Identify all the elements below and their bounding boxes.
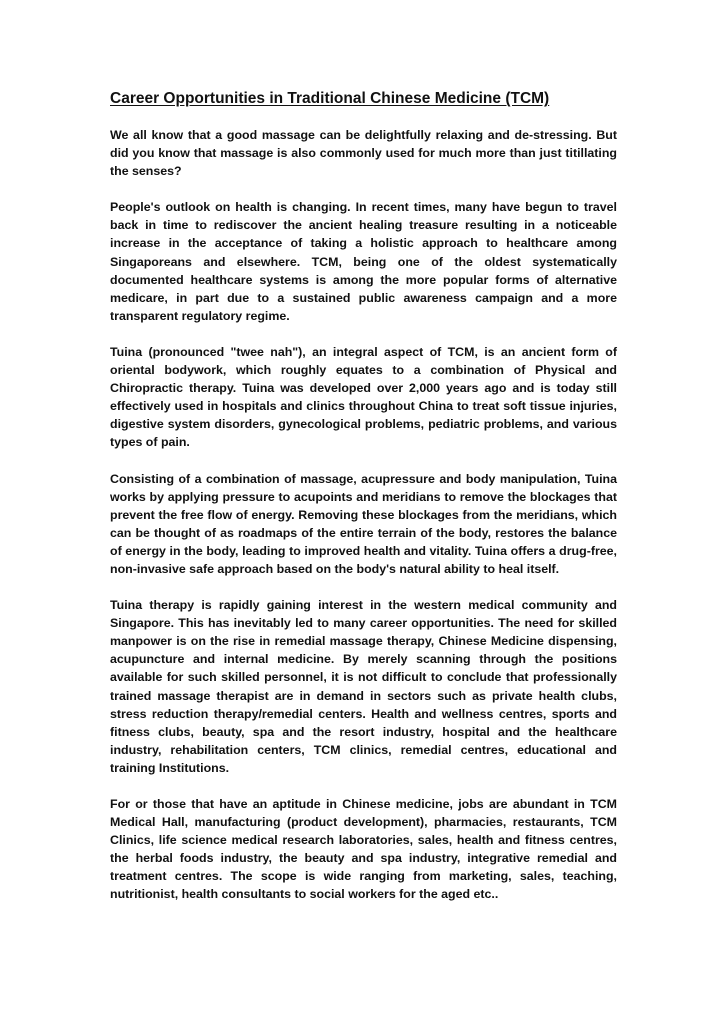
document-title: Career Opportunities in Traditional Chinese Medicine (TCM): [110, 90, 550, 107]
document-body: [110, 89, 617, 922]
paragraph-career-demand: Tuina therapy is rapidly gaining interest in the western medical community and Singapore. This has inevitably led to many career opportunities. The need for skilled manpower is on the rise in remedial massage therapy, Chinese Medicine dispensing, acupuncture and internal medicine. By merely scanning through the positions available for such skilled personnel, it is not difficult to conclude that professionally trained massage therapist are in demand in sectors such as private health clubs, stress reduction therapy/remedial centers. Health and wellness centres, sports and fitness clubs, beauty, spa and the resort industry, hospital and the healthcare industry, rehabilitation centers, TCM clinics, remedial centres, educational and training Institutions.: [110, 598, 617, 775]
paragraph-tuina-definition: Tuina (pronounced "twee nah"), an integral aspect of TCM, is an ancient form of oriental bodywork, which roughly equates to a combination of Physical and Chiropractic therapy. Tuina was developed over 2,000 years ago and is today still effectively used in hospitals and clinics throughout China to treat soft tissue injuries, digestive system disorders, gynecological problems, pediatric problems, and various types of pain.: [110, 344, 617, 450]
paragraph-health-outlook: People's outlook on health is changing. In recent times, many have begun to travel back in time to rediscover the ancient healing treasure resulting in a noticeable increase in the acceptance of taking a holistic approach to healthcare among Singaporeans and elsewhere. TCM, being one of the oldest systematically documented healthcare systems is among the more popular forms of alternative medicare, in part due to a sustained public awareness campaign and a more transparent regulatory regime.: [110, 200, 617, 323]
paragraph-intro: We all know that a good massage can be delightfully relaxing and de-stressing. But did you know that massage is also commonly used for much more than just titillating the senses?: [110, 128, 617, 179]
paragraph-job-sectors: For or those that have an aptitude in Chinese medicine, jobs are abundant in TCM Medical Hall, manufacturing (product development), pharmacies, restaurants, TCM Clinics, life science medical research laboratories, sales, health and fitness centres, the herbal foods industry, the beauty and spa industry, integrative remedial and treatment centres. The scope is wide ranging from marketing, sales, teaching, nutritionist, health consultants to social workers for the aged etc..: [110, 797, 617, 902]
paragraph-tuina-method: Consisting of a combination of massage, acupressure and body manipulation, Tuina works by applying pressure to acupoints and meridians to remove the blockages that prevent the free flow of energy. Removing these blockages from the meridians, which can be thought of as roadmaps of the entire terrain of the body, restores the balance of energy in the body, leading to improved health and vitality. Tuina offers a drug-free, non-invasive safe approach based on the body's natural ability to heal itself.: [110, 471, 617, 576]
